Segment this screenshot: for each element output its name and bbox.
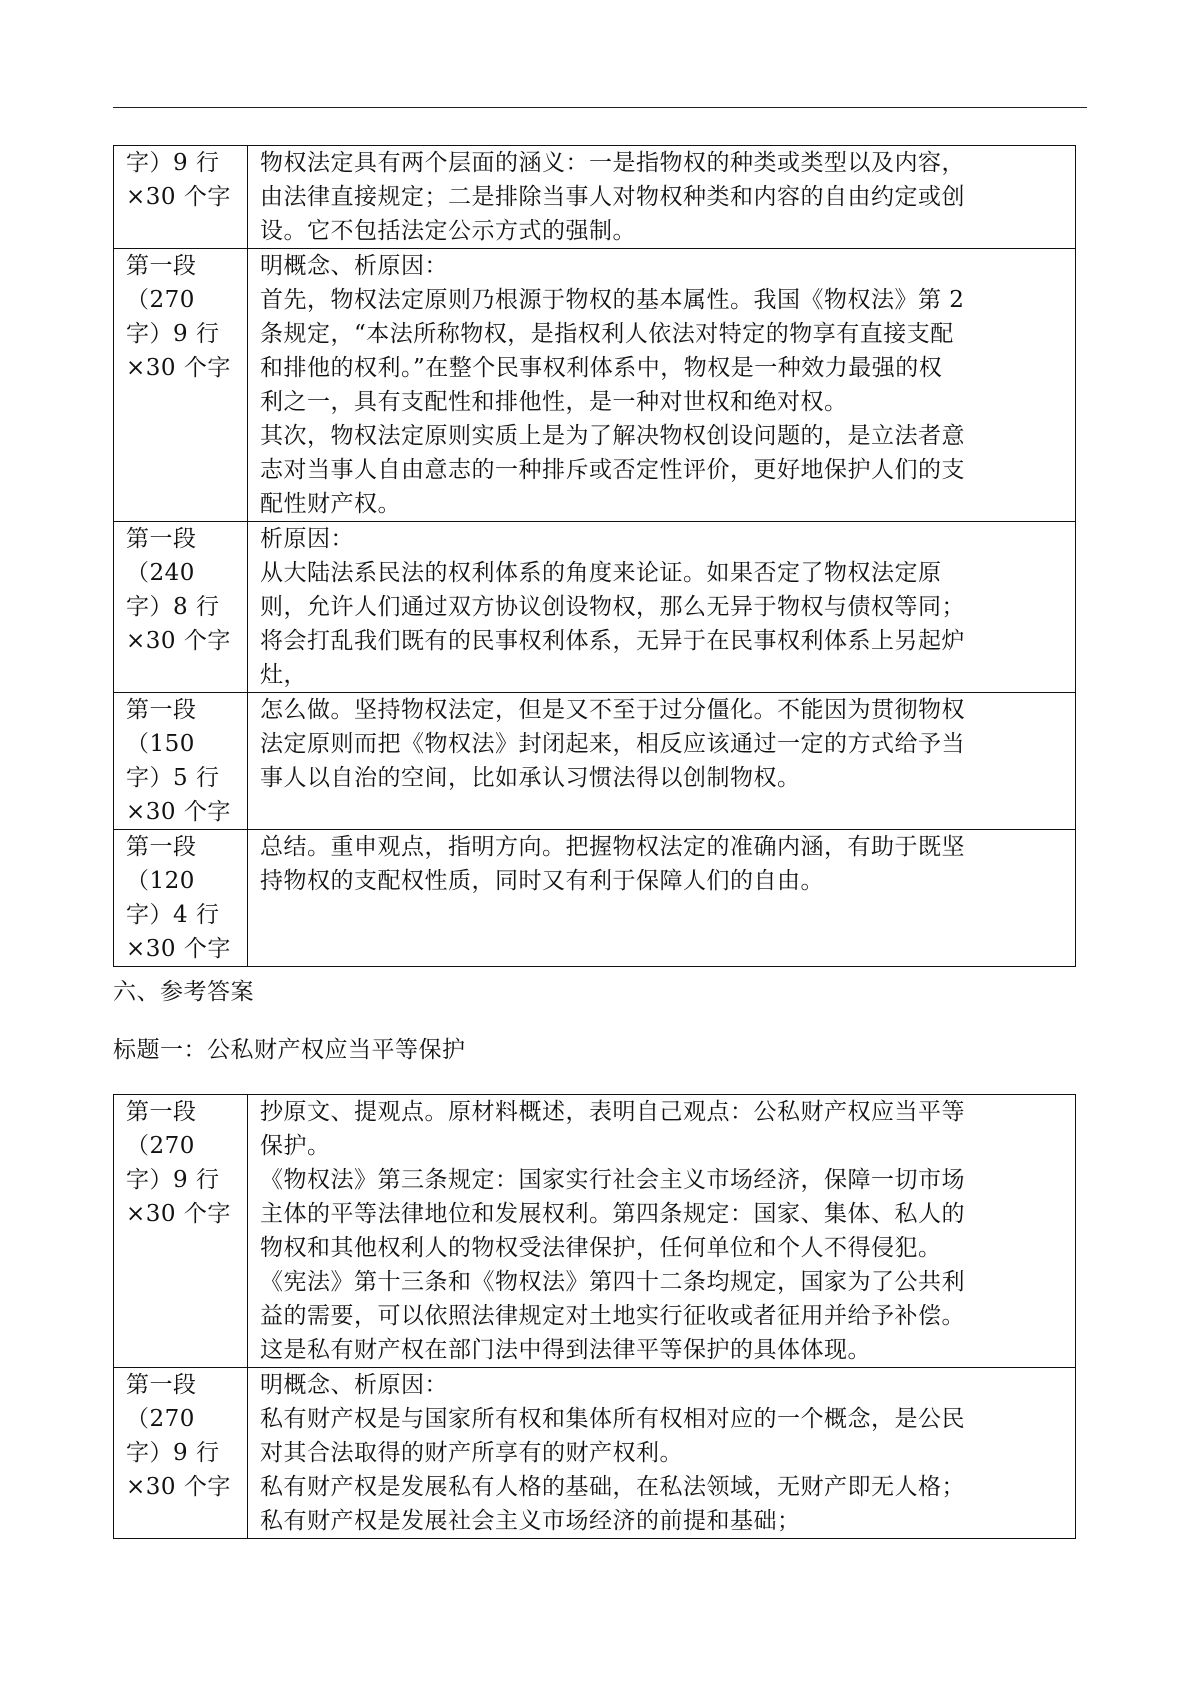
paragraph-content-line: 《宪法》第十三条和《物权法》第四十二条均规定，国家为了公共利 — [260, 1269, 965, 1295]
table-row — [114, 1095, 1076, 1368]
paragraph-spec-line: ×30 个字 — [126, 1201, 231, 1227]
paragraph-spec-cell — [114, 830, 248, 967]
paragraph-spec-line: 第一段 — [126, 253, 197, 279]
paragraph-spec-line: 字）5 行 — [126, 765, 220, 791]
paragraph-content-line: 首先，物权法定原则乃根源于物权的基本属性。我国《物权法》第 2 — [260, 287, 965, 313]
paragraph-content-line: 物权和其他权利人的物权受法律保护，任何单位和个人不得侵犯。 — [260, 1235, 942, 1261]
table-body — [114, 146, 1076, 967]
paragraph-spec-line: ×30 个字 — [126, 184, 231, 210]
essay-title: 标题一：公私财产权应当平等保护 — [113, 1037, 466, 1063]
paragraph-content-line: 条规定，“本法所称物权，是指权利人依法对特定的物享有直接支配 — [260, 321, 954, 347]
paragraph-content-line: 持物权的支配权性质，同时又有利于保障人们的自由。 — [260, 868, 824, 894]
paragraph-content-line: 将会打乱我们既有的民事权利体系，无异于在民事权利体系上另起炉 — [260, 628, 965, 654]
paragraph-spec-line: ×30 个字 — [126, 799, 231, 825]
paragraph-spec-line: 第一段 — [126, 697, 197, 723]
paragraph-content-line: 配性财产权。 — [260, 491, 401, 517]
paragraph-content-line: 法定原则而把《物权法》封闭起来，相反应该通过一定的方式给予当 — [260, 731, 965, 757]
paragraph-spec-cell — [114, 249, 248, 522]
paragraph-content-line: 志对当事人自由意志的一种排斥或否定性评价，更好地保护人们的支 — [260, 457, 965, 483]
paragraph-content-line: 其次，物权法定原则实质上是为了解决物权创设问题的，是立法者意 — [260, 423, 965, 449]
table-row — [114, 693, 1076, 830]
paragraph-content-line: 从大陆法系民法的权利体系的角度来论证。如果否定了物权法定原 — [260, 560, 942, 586]
paragraph-content-line: 这是私有财产权在部门法中得到法律平等保护的具体体现。 — [260, 1337, 871, 1363]
paragraph-spec-line: （120 — [126, 868, 195, 894]
paragraph-spec-cell — [114, 1095, 248, 1368]
paragraph-content-line: 事人以自治的空间，比如承认习惯法得以创制物权。 — [260, 765, 801, 791]
paragraph-content-line: 对其合法取得的财产所享有的财产权利。 — [260, 1440, 683, 1466]
paragraph-content-line: 物权法定具有两个层面的涵义：一是指物权的种类或类型以及内容， — [260, 150, 965, 176]
paragraph-spec-line: 字）9 行 — [126, 1167, 220, 1193]
paragraph-content-line: 私有财产权是发展社会主义市场经济的前提和基础； — [260, 1508, 801, 1534]
paragraph-spec-cell — [114, 522, 248, 693]
paragraph-spec-cell — [114, 1368, 248, 1539]
paragraph-content-line: 主体的平等法律地位和发展权利。第四条规定：国家、集体、私人的 — [260, 1201, 965, 1227]
paragraph-content-line: 析原因： — [260, 526, 354, 552]
paragraph-content-line: 私有财产权是与国家所有权和集体所有权相对应的一个概念，是公民 — [260, 1406, 965, 1432]
paragraph-spec-line: 第一段 — [126, 834, 197, 860]
table-row — [114, 830, 1076, 967]
paragraph-content-cell — [248, 1368, 1076, 1539]
paragraph-content-line: 总结。重申观点，指明方向。把握物权法定的准确内涵，有助于既坚 — [260, 834, 965, 860]
paragraph-content-cell — [248, 522, 1076, 693]
paragraph-content-cell — [248, 830, 1076, 967]
paragraph-content-line: 灶， — [260, 662, 307, 688]
paragraph-content-cell — [248, 1095, 1076, 1368]
paragraph-spec-line: 第一段 — [126, 526, 197, 552]
paragraph-spec-line: 第一段 — [126, 1372, 197, 1398]
paragraph-content-line: 《物权法》第三条规定：国家实行社会主义市场经济，保障一切市场 — [260, 1167, 965, 1193]
paragraph-content-line: 和排他的权利。”在整个民事权利体系中，物权是一种效力最强的权 — [260, 355, 943, 381]
paragraph-spec-line: 字）4 行 — [126, 902, 220, 928]
paragraph-content-line: 由法律直接规定；二是排除当事人对物权种类和内容的自由约定或创 — [260, 184, 965, 210]
paragraph-spec-line: 字）8 行 — [126, 594, 220, 620]
table-body — [114, 1095, 1076, 1539]
paragraph-content-line: 怎么做。坚持物权法定，但是又不至于过分僵化。不能因为贯彻物权 — [260, 697, 965, 723]
paragraph-content-line: 保护。 — [260, 1133, 331, 1159]
paragraph-content-cell — [248, 693, 1076, 830]
paragraph-spec-line: 字）9 行 — [126, 150, 220, 176]
paragraph-content-line: 明概念、析原因： — [260, 1372, 448, 1398]
paragraph-spec-line: 字）9 行 — [126, 321, 220, 347]
paragraph-spec-line: 第一段 — [126, 1099, 197, 1125]
section-heading: 六、参考答案 — [113, 979, 254, 1005]
table-row — [114, 146, 1076, 249]
paragraph-spec-line: ×30 个字 — [126, 628, 231, 654]
paragraph-content-line: 抄原文、提观点。原材料概述，表明自己观点：公私财产权应当平等 — [260, 1099, 965, 1125]
paragraph-content-line: 设。它不包括法定公示方式的强制。 — [260, 218, 636, 244]
paragraph-spec-line: ×30 个字 — [126, 355, 231, 381]
header-rule — [113, 107, 1087, 108]
paragraph-content-cell — [248, 249, 1076, 522]
table-row — [114, 522, 1076, 693]
paragraph-content-line: 益的需要，可以依照法律规定对土地实行征收或者征用并给予补偿。 — [260, 1303, 965, 1329]
paragraph-spec-cell — [114, 693, 248, 830]
paragraph-content-cell — [248, 146, 1076, 249]
paragraph-content-line: 则，允许人们通过双方协议创设物权，那么无异于物权与债权等同； — [260, 594, 965, 620]
paragraph-spec-line: 字）9 行 — [126, 1440, 220, 1466]
paragraph-spec-line: ×30 个字 — [126, 1474, 231, 1500]
paragraph-spec-line: （270 — [126, 1406, 195, 1432]
table-row — [114, 1368, 1076, 1539]
paragraph-content-line: 利之一，具有支配性和排他性，是一种对世权和绝对权。 — [260, 389, 848, 415]
paragraph-spec-line: （270 — [126, 1133, 195, 1159]
outline-table-1 — [113, 145, 1076, 967]
outline-table-2 — [113, 1094, 1076, 1539]
paragraph-spec-cell — [114, 146, 248, 249]
table-row — [114, 249, 1076, 522]
paragraph-spec-line: ×30 个字 — [126, 936, 231, 962]
paragraph-content-line: 明概念、析原因： — [260, 253, 448, 279]
paragraph-content-line: 私有财产权是发展私有人格的基础，在私法领域，无财产即无人格； — [260, 1474, 965, 1500]
paragraph-spec-line: （240 — [126, 560, 195, 586]
paragraph-spec-line: （270 — [126, 287, 195, 313]
paragraph-spec-line: （150 — [126, 731, 195, 757]
